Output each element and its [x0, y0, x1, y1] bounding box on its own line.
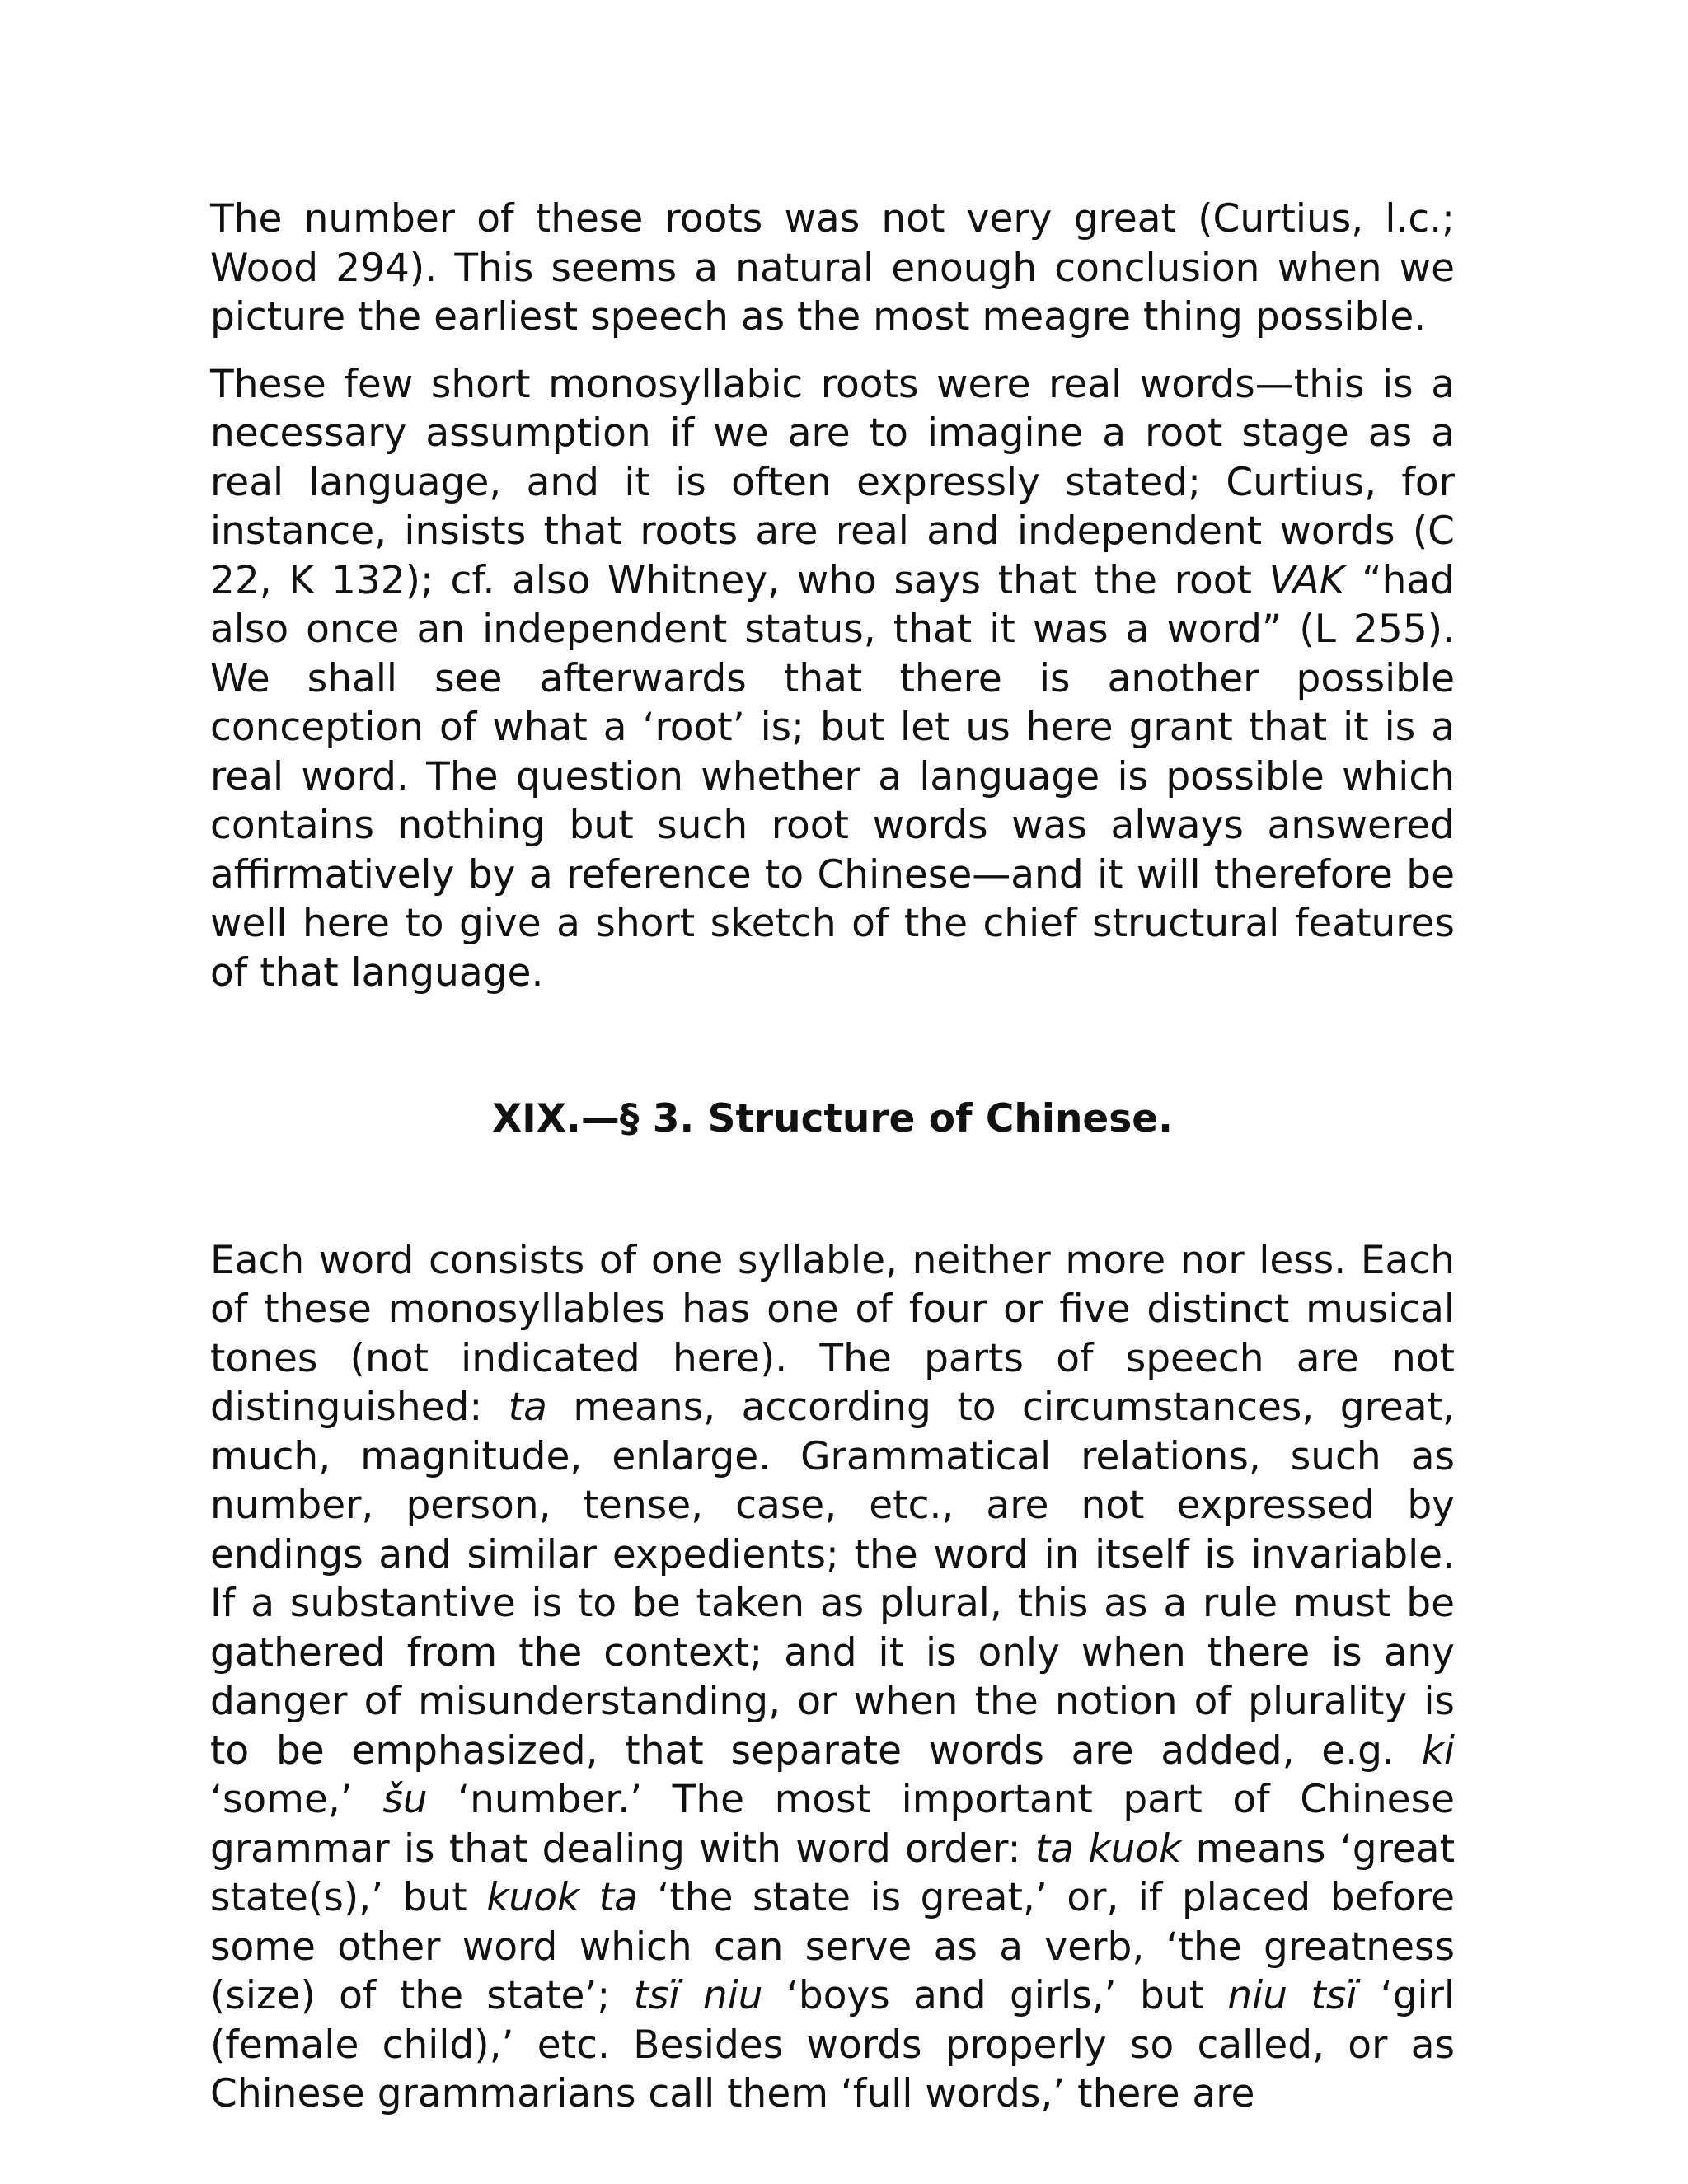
section-heading: XIX.—§ 3. Structure of Chinese. [492, 1096, 1173, 1141]
paragraph-roots-number [210, 194, 1455, 342]
text-segment: ‘the state is great,’ or, if placed before some other word which can serve as a verb, ‘the greatness (size) of the state’; [210, 1875, 1456, 2018]
italic-term: niu tsï [1227, 1973, 1357, 2018]
text-segment: means ‘great state(s),’ but [210, 1825, 1456, 1920]
text-segment: means, according to circumstances, great, much, magnitude, enlarge. Grammatical relations, such as number, person, tense, case, etc., are not expressed by endings and similar expedients; the word in itself is invariable. If a substantive is to be taken as plural, this as a rule must be gathered from the context; and it is only when there is any danger of misunderstanding, or when the notion of plurality is to be emphasized, that separate words are added, e.g. [210, 1385, 1455, 1774]
text-segment: ‘boys and girls,’ but [762, 1973, 1228, 2018]
italic-term: šu [382, 1777, 428, 1822]
italic-term: ki [1421, 1727, 1455, 1774]
text-segment: ‘some,’ [210, 1777, 383, 1822]
text-segment: The number of these roots was not very great (Curtius, l.c.; Wood 294). This seems a natural enough conclusion when we picture the earliest speech as the most meagre thing possible. [210, 196, 1455, 340]
paragraph-root-words [210, 360, 1455, 998]
intro-paragraphs [210, 194, 1455, 997]
italic-term: ta kuok [1034, 1825, 1182, 1872]
paragraph-chinese-structure [210, 1236, 1455, 2119]
text-segment: ‘girl (female child),’ etc. Besides words properly so called, or as Chinese grammarians call them ‘full words,’ there are [210, 1973, 1455, 2116]
text-segment: “had also once an independent status, that it was a word” (L 255). We shall see afterwards that there is another possible conception of what a ‘root’ is; but let us here grant that it is a real word. The question whether a language is possible which contains nothing but such root words was always answered affirmatively by a reference to Chinese—and it will therefore be well here to give a short sketch of the chief structural features of that language. [210, 557, 1455, 996]
text-segment: ‘number.’ The most important part of Chinese grammar is that dealing with word order: [210, 1777, 1456, 1872]
italic-term: VAK [1268, 557, 1345, 603]
italic-term: kuok ta [486, 1875, 638, 1920]
document-page [210, 194, 1455, 2137]
section-body [210, 1236, 1455, 2119]
italic-term: ta [508, 1385, 547, 1430]
text-segment: These few short monosyllabic roots were real words—this is a necessary assumption if we are to imagine a root stage as a real language, and it is often expressly stated; Curtius, for instance, insists that roots are real and independent words (C 22, K 132); cf. also Whitney, who says that the root [210, 361, 1455, 603]
text-segment: Each word consists of one syllable, neither more nor less. Each of these monosyllables has one of four or five distinct musical tones (not indicated here). The parts of speech are not distinguished: [210, 1237, 1455, 1430]
italic-term: tsï niu [633, 1973, 763, 2018]
